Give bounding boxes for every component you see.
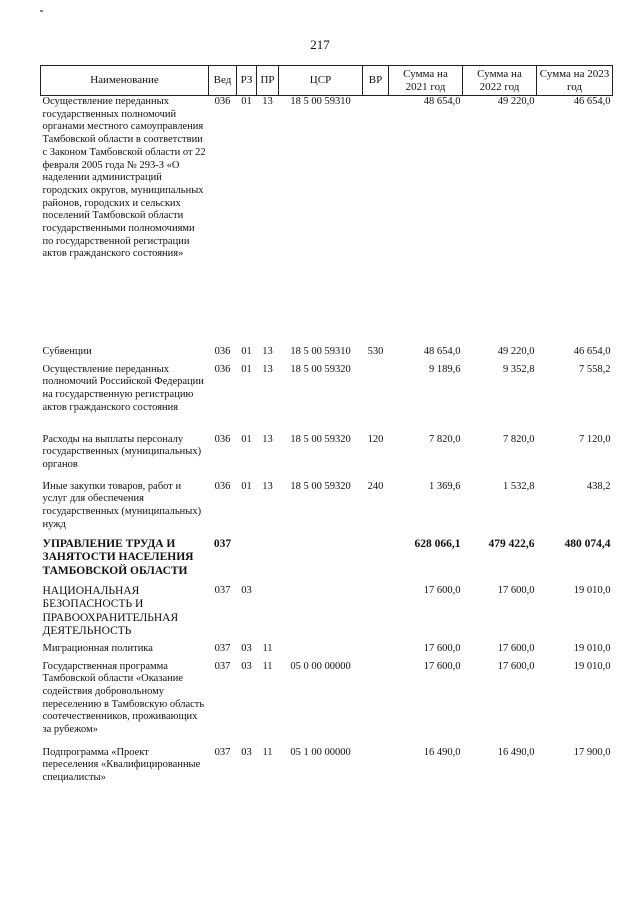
page-number: 217 — [310, 37, 330, 52]
row-vr — [363, 643, 389, 661]
row-sum-2023: 7 120,0 — [579, 433, 611, 445]
table-row — [41, 364, 613, 434]
row-vr: 120 — [367, 433, 384, 445]
table-row — [41, 538, 613, 585]
row-sum-2022: 49 220,0 — [497, 96, 535, 107]
row-pr: 13 — [262, 345, 273, 357]
table-row — [41, 481, 613, 538]
table-row — [41, 585, 613, 643]
header-sum-2022: Сумма на 2022 год — [463, 66, 537, 96]
row-sum-2021: 17 600,0 — [423, 660, 461, 672]
row-csr — [279, 585, 363, 643]
row-ved: 037 — [214, 642, 231, 654]
header-vr: ВР — [363, 66, 389, 96]
row-name: НАЦИОНАЛЬНАЯ БЕЗОПАСНОСТЬ И ПРАВООХРАНИТЕЛЬНАЯ ДЕЯТЕЛЬНОСТЬ — [42, 584, 179, 637]
row-sum-2021: 1 369,6 — [429, 480, 461, 492]
row-vr — [363, 96, 389, 346]
row-sum-2023: 480 074,4 — [564, 537, 611, 550]
table-row — [41, 96, 613, 346]
header-pr: ПР — [257, 66, 279, 96]
row-ved: 036 — [214, 345, 231, 357]
row-sum-2023: 438,2 — [586, 480, 611, 492]
row-pr — [257, 585, 279, 643]
row-sum-2022: 16 490,0 — [497, 746, 535, 758]
table-header-row — [41, 66, 613, 96]
row-sum-2021: 16 490,0 — [423, 746, 461, 758]
row-ved: 036 — [214, 96, 231, 107]
row-name: Осуществление переданных полномочий Российской Федерации на государственную регистрацию актов гражданского состояния — [42, 363, 204, 413]
row-rz — [237, 538, 257, 585]
row-pr: 11 — [262, 642, 273, 654]
row-sum-2023: 17 900,0 — [573, 746, 611, 758]
row-ved: 037 — [214, 746, 231, 758]
row-sum-2022: 7 820,0 — [503, 433, 535, 445]
row-rz: 03 — [241, 642, 252, 654]
budget-table — [40, 65, 613, 807]
row-sum-2021: 17 600,0 — [423, 584, 461, 596]
row-csr: 18 5 00 59310 — [290, 96, 351, 107]
row-pr — [257, 538, 279, 585]
row-name: Иные закупки товаров, работ и услуг для обеспечения государственных (муниципальных) нужд — [42, 480, 202, 530]
row-csr: 05 0 00 00000 — [290, 660, 351, 672]
table-row — [41, 747, 613, 807]
row-vr: 530 — [367, 345, 384, 357]
row-sum-2021: 628 066,1 — [414, 537, 461, 550]
row-ved: 037 — [214, 660, 231, 672]
row-pr: 11 — [262, 660, 273, 672]
header-sum-2023: Сумма на 2023 год — [537, 66, 613, 96]
table-row — [41, 643, 613, 661]
row-vr — [363, 747, 389, 807]
row-ved: 037 — [213, 537, 232, 550]
row-pr: 13 — [262, 480, 273, 492]
row-pr: 13 — [262, 363, 273, 375]
row-rz: 01 — [241, 96, 252, 107]
row-rz: 01 — [241, 433, 252, 445]
row-csr: 18 5 00 59320 — [290, 433, 351, 445]
row-vr: 240 — [367, 480, 384, 492]
header-sum-2021: Сумма на 2021 год — [389, 66, 463, 96]
row-sum-2023: 19 010,0 — [573, 642, 611, 654]
row-sum-2022: 1 532,8 — [503, 480, 535, 492]
row-pr: 11 — [262, 746, 273, 758]
table-row — [41, 346, 613, 364]
row-rz: 03 — [241, 584, 252, 596]
row-ved: 036 — [214, 363, 231, 375]
row-name: Субвенции — [42, 345, 92, 357]
table-row — [41, 661, 613, 747]
row-csr — [279, 538, 363, 585]
header-csr: ЦСР — [279, 66, 363, 96]
row-name: УПРАВЛЕНИЕ ТРУДА И ЗАНЯТОСТИ НАСЕЛЕНИЯ ТАМБОВСКОЙ ОБЛАСТИ — [42, 537, 194, 577]
row-pr: 13 — [262, 433, 273, 445]
row-sum-2023: 46 654,0 — [573, 96, 611, 107]
row-sum-2023: 7 558,2 — [579, 363, 611, 375]
row-csr: 18 5 00 59320 — [290, 480, 351, 492]
row-sum-2021: 17 600,0 — [423, 642, 461, 654]
row-sum-2022: 17 600,0 — [497, 660, 535, 672]
row-sum-2022: 17 600,0 — [497, 642, 535, 654]
row-rz: 01 — [241, 480, 252, 492]
row-rz: 01 — [241, 345, 252, 357]
row-name: Осуществление переданных государственных полномочий органами местного самоуправления Тамбовской области в соответствии с Законом Тамбовской области от 22 февраля 2005 года № 293-З «О наделении администраций городских округов, муниципальных районов, городских и сельских поселений Тамбовской области государственными полномочиями по государственной регистрации актов гражданского состояния» — [42, 96, 206, 260]
row-sum-2022: 9 352,8 — [503, 363, 535, 375]
row-vr — [363, 364, 389, 434]
header-ved: Вед — [209, 66, 237, 96]
row-pr: 13 — [262, 96, 273, 107]
table-row — [41, 434, 613, 481]
row-sum-2022: 49 220,0 — [497, 345, 535, 357]
row-vr — [363, 538, 389, 585]
row-sum-2021: 48 654,0 — [423, 345, 461, 357]
row-ved: 036 — [214, 433, 231, 445]
scan-mark — [40, 10, 43, 12]
row-ved: 036 — [214, 480, 231, 492]
row-rz: 03 — [241, 660, 252, 672]
row-csr — [279, 643, 363, 661]
row-csr: 18 5 00 59320 — [290, 363, 351, 375]
row-name: Государственная программа Тамбовской области «Оказание содействия добровольному переселению в Тамбовскую область соотечественников, проживающих за рубежом» — [42, 660, 205, 736]
row-rz: 03 — [241, 746, 252, 758]
row-vr — [363, 585, 389, 643]
row-sum-2023: 46 654,0 — [573, 345, 611, 357]
row-ved: 037 — [214, 584, 231, 596]
row-name: Подпрограмма «Проект переселения «Квалифицированные специалисты» — [42, 746, 201, 783]
row-name: Миграционная политика — [42, 642, 153, 654]
header-name: Наименование — [41, 66, 209, 96]
row-sum-2022: 17 600,0 — [497, 584, 535, 596]
row-sum-2021: 9 189,6 — [429, 363, 461, 375]
header-rz: РЗ — [237, 66, 257, 96]
row-sum-2023: 19 010,0 — [573, 584, 611, 596]
row-sum-2022: 479 422,6 — [488, 537, 535, 550]
row-sum-2023: 19 010,0 — [573, 660, 611, 672]
row-sum-2021: 7 820,0 — [429, 433, 461, 445]
row-sum-2021: 48 654,0 — [423, 96, 461, 107]
row-rz: 01 — [241, 363, 252, 375]
row-vr — [363, 661, 389, 747]
row-name: Расходы на выплаты персоналу государственных (муниципальных) органов — [42, 433, 202, 470]
row-csr: 05 1 00 00000 — [290, 746, 351, 758]
row-csr: 18 5 00 59310 — [290, 345, 351, 357]
